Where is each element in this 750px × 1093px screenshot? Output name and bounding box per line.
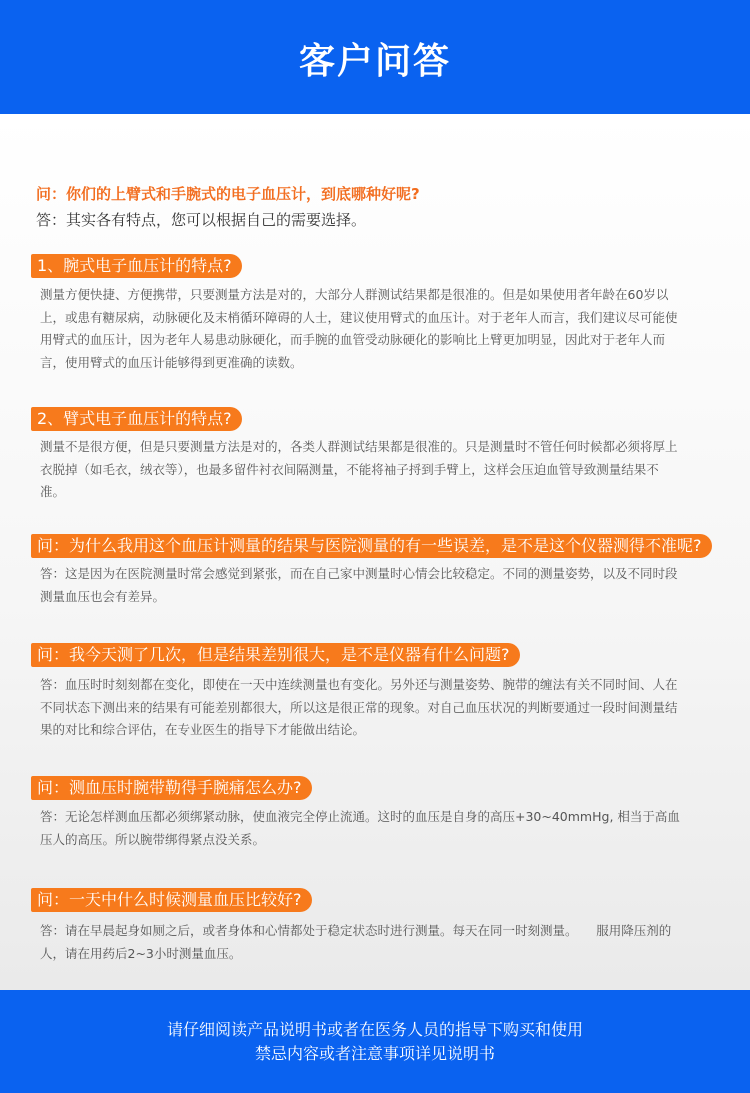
section-body-wrist: 测量方便快捷、方便携带，只要测量方法是对的，大部分人群测试结果都是很准的。但是如果使用者年龄在60岁以上，或患有糖尿病，动脉硬化及末梢循环障碍的人士，建议使用臂式的血压计。对于老年人而言，我们建议尽可能使用臂式的血压计，因为老年人易患动脉硬化，而手腕的血管受动脉硬化的影响比上臂更加明显，因此对于老年人而言，使用臂式的血压计能够得到更准确的读数。 (40, 287, 678, 370)
section-body-arm: 测量不是很方便，但是只要测量方法是对的，各类人群测试结果都是很准的。只是测量时不管任何时候都必须将厚上衣脱掉（如毛衣，绒衣等），也最多留件衬衣间隔测量，不能将袖子捋到手臂上，这样会压迫血管导致测量结果不准。 (40, 439, 678, 499)
section-heading-wrist: 1、腕式电子血压计的特点? (31, 254, 242, 278)
intro-answer: 答：其实各有特点，您可以根据自己的需要选择。 (36, 211, 367, 229)
page-footer (0, 990, 750, 1093)
section-body-hospital-difference: 答：这是因为在医院测量时常会感觉到紧张，而在自己家中测量时心情会比较稳定。不同的测量姿势，以及不同时段测量血压也会有差异。 (40, 566, 678, 604)
section-heading-best-time: 问：一天中什么时候测量血压比较好? (31, 888, 312, 912)
footer-notice-line1: 请仔细阅读产品说明书或者在医务人员的指导下购买和使用 (166, 1019, 583, 1039)
section-body-varying-results: 答：血压时时刻刻都在变化，即使在一天中连续测量也有变化。另外还与测量姿势、腕带的缠法有关不同时间、人在不同状态下测出来的结果有可能差别都很大，所以这是很正常的现象。对自己血压状况的判断要通过一段时间测量结果的对比和综合评估，在专业医生的指导下才能做出结论。 (40, 677, 678, 737)
footer-notice-line2: 禁忌内容或者注意事项详见说明书 (254, 1043, 495, 1063)
section-heading-arm: 2、臂式电子血压计的特点? (31, 407, 242, 431)
intro-question: 问：你们的上臂式和手腕式的电子血压计，到底哪种好呢? (36, 185, 420, 203)
section-body-wrist-pain: 答：无论怎样测血压都必须绑紧动脉，使血液完全停止流通。这时的血压是自身的高压+30~40mmHg, 相当于高血压人的高压。所以腕带绑得紧点没关系。 (40, 809, 680, 847)
page-title: 客户问答 (298, 40, 451, 82)
section-body-best-time: 答：请在早晨起身如厕之后，或者身体和心情都处于稳定状态时进行测量。每天在同一时刻测量。 服用降压剂的人，请在用药后2~3小时测量血压。 (40, 923, 672, 961)
section-heading-hospital-difference: 问：为什么我用这个血压计测量的结果与医院测量的有一些误差，是不是这个仪器测得不准呢? (31, 534, 712, 558)
page-header (0, 0, 750, 114)
section-heading-wrist-pain: 问：测血压时腕带勒得手腕痛怎么办? (31, 776, 312, 800)
section-heading-varying-results: 问：我今天测了几次，但是结果差别很大，是不是仪器有什么问题? (31, 643, 520, 667)
